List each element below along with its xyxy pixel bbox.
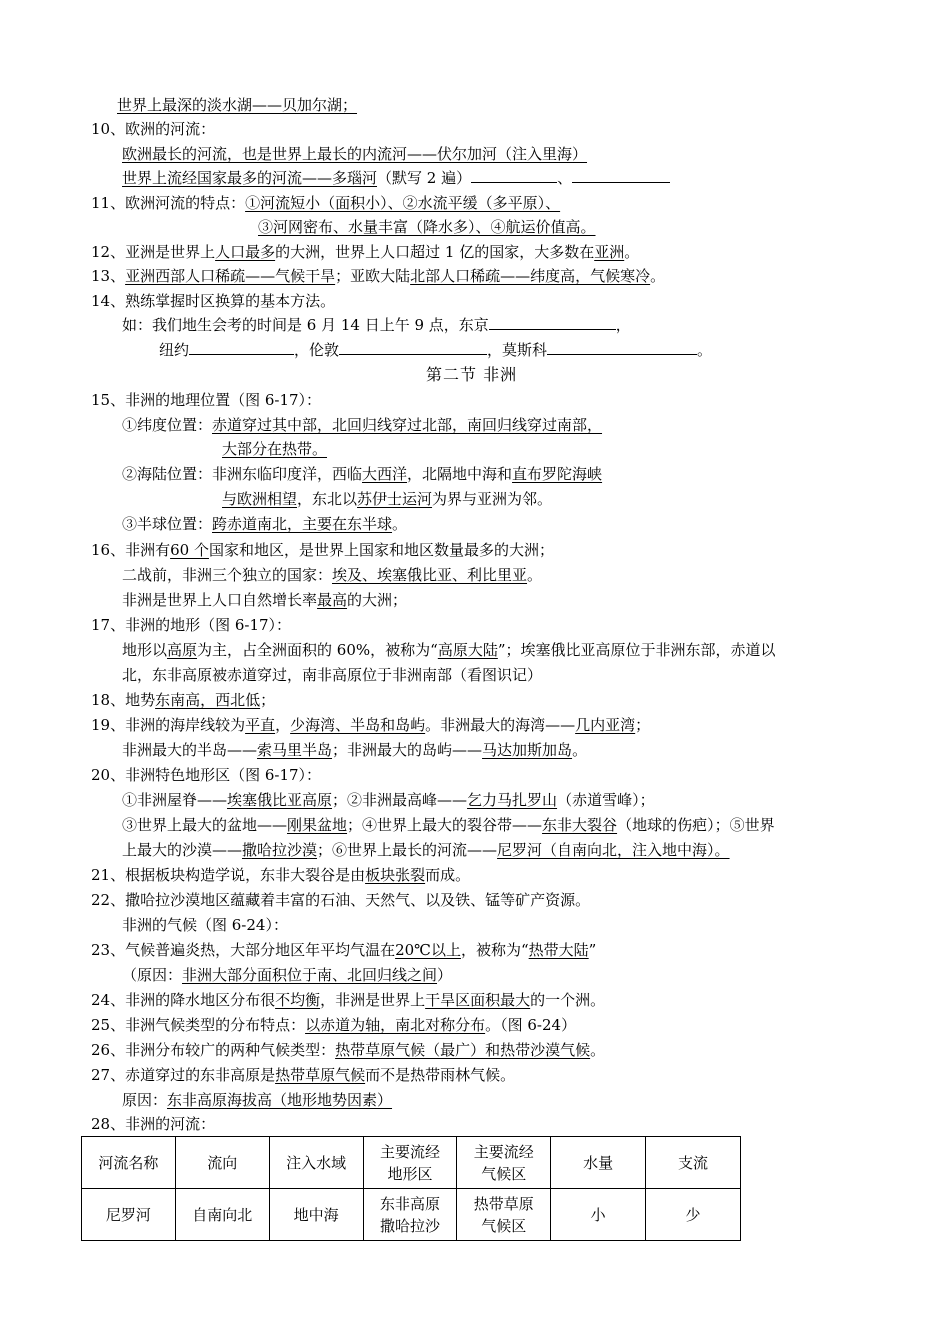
cell-landform: 东非高原 撒哈拉沙 (363, 1189, 457, 1241)
terrain-description-cont: 北，东非高原被赤道穿过，南非高原位于非洲南部（看图识记） (122, 666, 543, 684)
header-landform: 主要流经 地形区 (363, 1137, 457, 1189)
item-17: 17、非洲的地形（图 6-17）： (91, 616, 292, 634)
landform-5-6: 上最大的沙漠——撒哈拉沙漠；⑥世界上最长的河流——尼罗河（自南向北，注入地中海）。 (122, 841, 730, 859)
answer-blank (189, 340, 294, 355)
section-title: 第二节 非洲 (426, 365, 518, 384)
item-27-reason: 原因：东非高原海拔高（地形地势因素） (122, 1091, 393, 1109)
item-19: 19、非洲的海岸线较为平直，少海湾、半岛和岛屿。非洲最大的海湾——几内亚湾； (91, 716, 651, 734)
answer-blank (547, 340, 697, 355)
header-river-name: 河流名称 (82, 1137, 176, 1189)
table-row (82, 1189, 741, 1241)
sea-land-position: ②海陆位置：非洲东临印度洋，西临大西洋，北隔地中海和直布罗陀海峡 (122, 465, 603, 483)
item-20: 20、非洲特色地形区（图 6-17）： (91, 766, 322, 784)
header-tributaries: 支流 (646, 1137, 741, 1189)
item-16: 16、非洲有60 个国家和地区，是世界上国家和地区数量最多的大洲； (91, 541, 554, 559)
item-28: 28、非洲的河流： (91, 1115, 216, 1133)
item-23: 23、气候普遍炎热，大部分地区年平均气温在20℃以上，被称为“热带大陆” (91, 941, 597, 959)
cell-river-name: 尼罗河 (82, 1189, 176, 1241)
item-14: 14、熟练掌握时区换算的基本方法。 (91, 292, 336, 310)
answer-blank (471, 168, 557, 183)
item-12: 12、亚洲是世界上人口最多的大洲，世界上人口超过 1 亿的国家，大多数在亚洲。 (91, 243, 640, 261)
header-flow-direction: 流向 (175, 1137, 269, 1189)
cell-outflow: 地中海 (269, 1189, 363, 1241)
item-25: 25、非洲气候类型的分布特点：以赤道为轴，南北对称分布。（图 6-24） (91, 1016, 577, 1034)
cell-flow-direction: 自南向北 (175, 1189, 269, 1241)
latitude-position: ①纬度位置：赤道穿过其中部，北回归线穿过北部，南回归线穿过南部， (122, 416, 603, 434)
cell-climate: 热带草原 气候区 (457, 1189, 551, 1241)
table-header-row (82, 1137, 741, 1189)
header-outflow: 注入水域 (269, 1137, 363, 1189)
header-water-volume: 水量 (551, 1137, 646, 1189)
item-22: 22、撒哈拉沙漠地区蕴藏着丰富的石油、天然气、以及铁、锰等矿产资源。 (91, 891, 591, 909)
item-11-cont: ③河网密布、水量丰富（降水多）、④航运价值高。 (258, 218, 596, 236)
answer-blank (489, 315, 616, 330)
population-growth: 非洲是世界上人口自然增长率最高的大洲； (122, 591, 408, 609)
item-18: 18、地势东南高，西北低； (91, 691, 276, 709)
answer-blank (572, 168, 670, 183)
landform-3-5: ③世界上最大的盆地——刚果盆地；④世界上最大的裂谷带——东非大裂谷（地球的伤疤）；⑤世界 (122, 816, 775, 834)
item-27: 27、赤道穿过的东非高原是热带草原气候而不是热带雨林气候。 (91, 1066, 516, 1084)
cell-tributaries: 少 (646, 1189, 741, 1241)
river-table (81, 1136, 741, 1241)
item-11: 11、欧洲河流的特点：①河流短小（面积小）、②水流平缓（多平原）、 (91, 194, 561, 212)
timezone-example-cont: 纽约 ，伦敦 ，莫斯科 。 (159, 341, 713, 359)
header-climate: 主要流经 气候区 (457, 1137, 551, 1189)
timezone-example: 如：我们地生会考的时间是 6 月 14 日上午 9 点，东京 ， (122, 316, 631, 334)
hemisphere-position: ③半球位置：跨赤道南北，主要在东半球。 (122, 515, 408, 533)
item-10-heading: 10、欧洲的河流： (91, 120, 216, 138)
sea-land-position-cont: 与欧洲相望，东北以苏伊士运河为界与亚洲为邻。 (222, 490, 553, 508)
latitude-position-cont: 大部分在热带。 (222, 440, 328, 458)
peninsula-island: 非洲最大的半岛——索马里半岛；非洲最大的岛屿——马达加斯加岛。 (122, 741, 588, 759)
item-24: 24、非洲的降水地区分布很不均衡，非洲是世界上干旱区面积最大的一个洲。 (91, 991, 606, 1009)
line-volga: 欧洲最长的河流，也是世界上最长的内流河——伏尔加河（注入里海） (122, 145, 588, 163)
landform-1-2: ①非洲屋脊——埃塞俄比亚高原；②非洲最高峰——乞力马扎罗山（赤道雪峰）； (122, 791, 655, 809)
item-26: 26、非洲分布较广的两种气候类型：热带草原气候（最广）和热带沙漠气候。 (91, 1041, 606, 1059)
answer-blank (339, 340, 487, 355)
item-23-reason: （原因：非洲大部分面积位于南、北回归线之间） (122, 966, 453, 984)
terrain-description: 地形以高原为主，占全洲面积的 60%，被称为“高原大陆”；埃塞俄比亚高原位于非洲东部，赤道以 (122, 641, 776, 659)
climate-heading: 非洲的气候（图 6-24）： (122, 916, 288, 934)
item-15: 15、非洲的地理位置（图 6-17）： (91, 391, 322, 409)
line-danube: 世界上流经国家最多的河流——多瑙河（默写 2 遍） 、 (122, 167, 670, 189)
cell-water-volume: 小 (551, 1189, 646, 1241)
item-21: 21、根据板块构造学说，东非大裂谷是由板块张裂而成。 (91, 866, 471, 884)
independent-countries: 二战前，非洲三个独立的国家：埃及、埃塞俄比亚、利比里亚。 (122, 566, 543, 584)
item-13: 13、亚洲西部人口稀疏——气候干旱；亚欧大陆北部人口稀疏——纬度高，气候寒冷。 (91, 267, 666, 285)
line-baikal: 世界上最深的淡水湖——贝加尔湖； (117, 96, 358, 114)
